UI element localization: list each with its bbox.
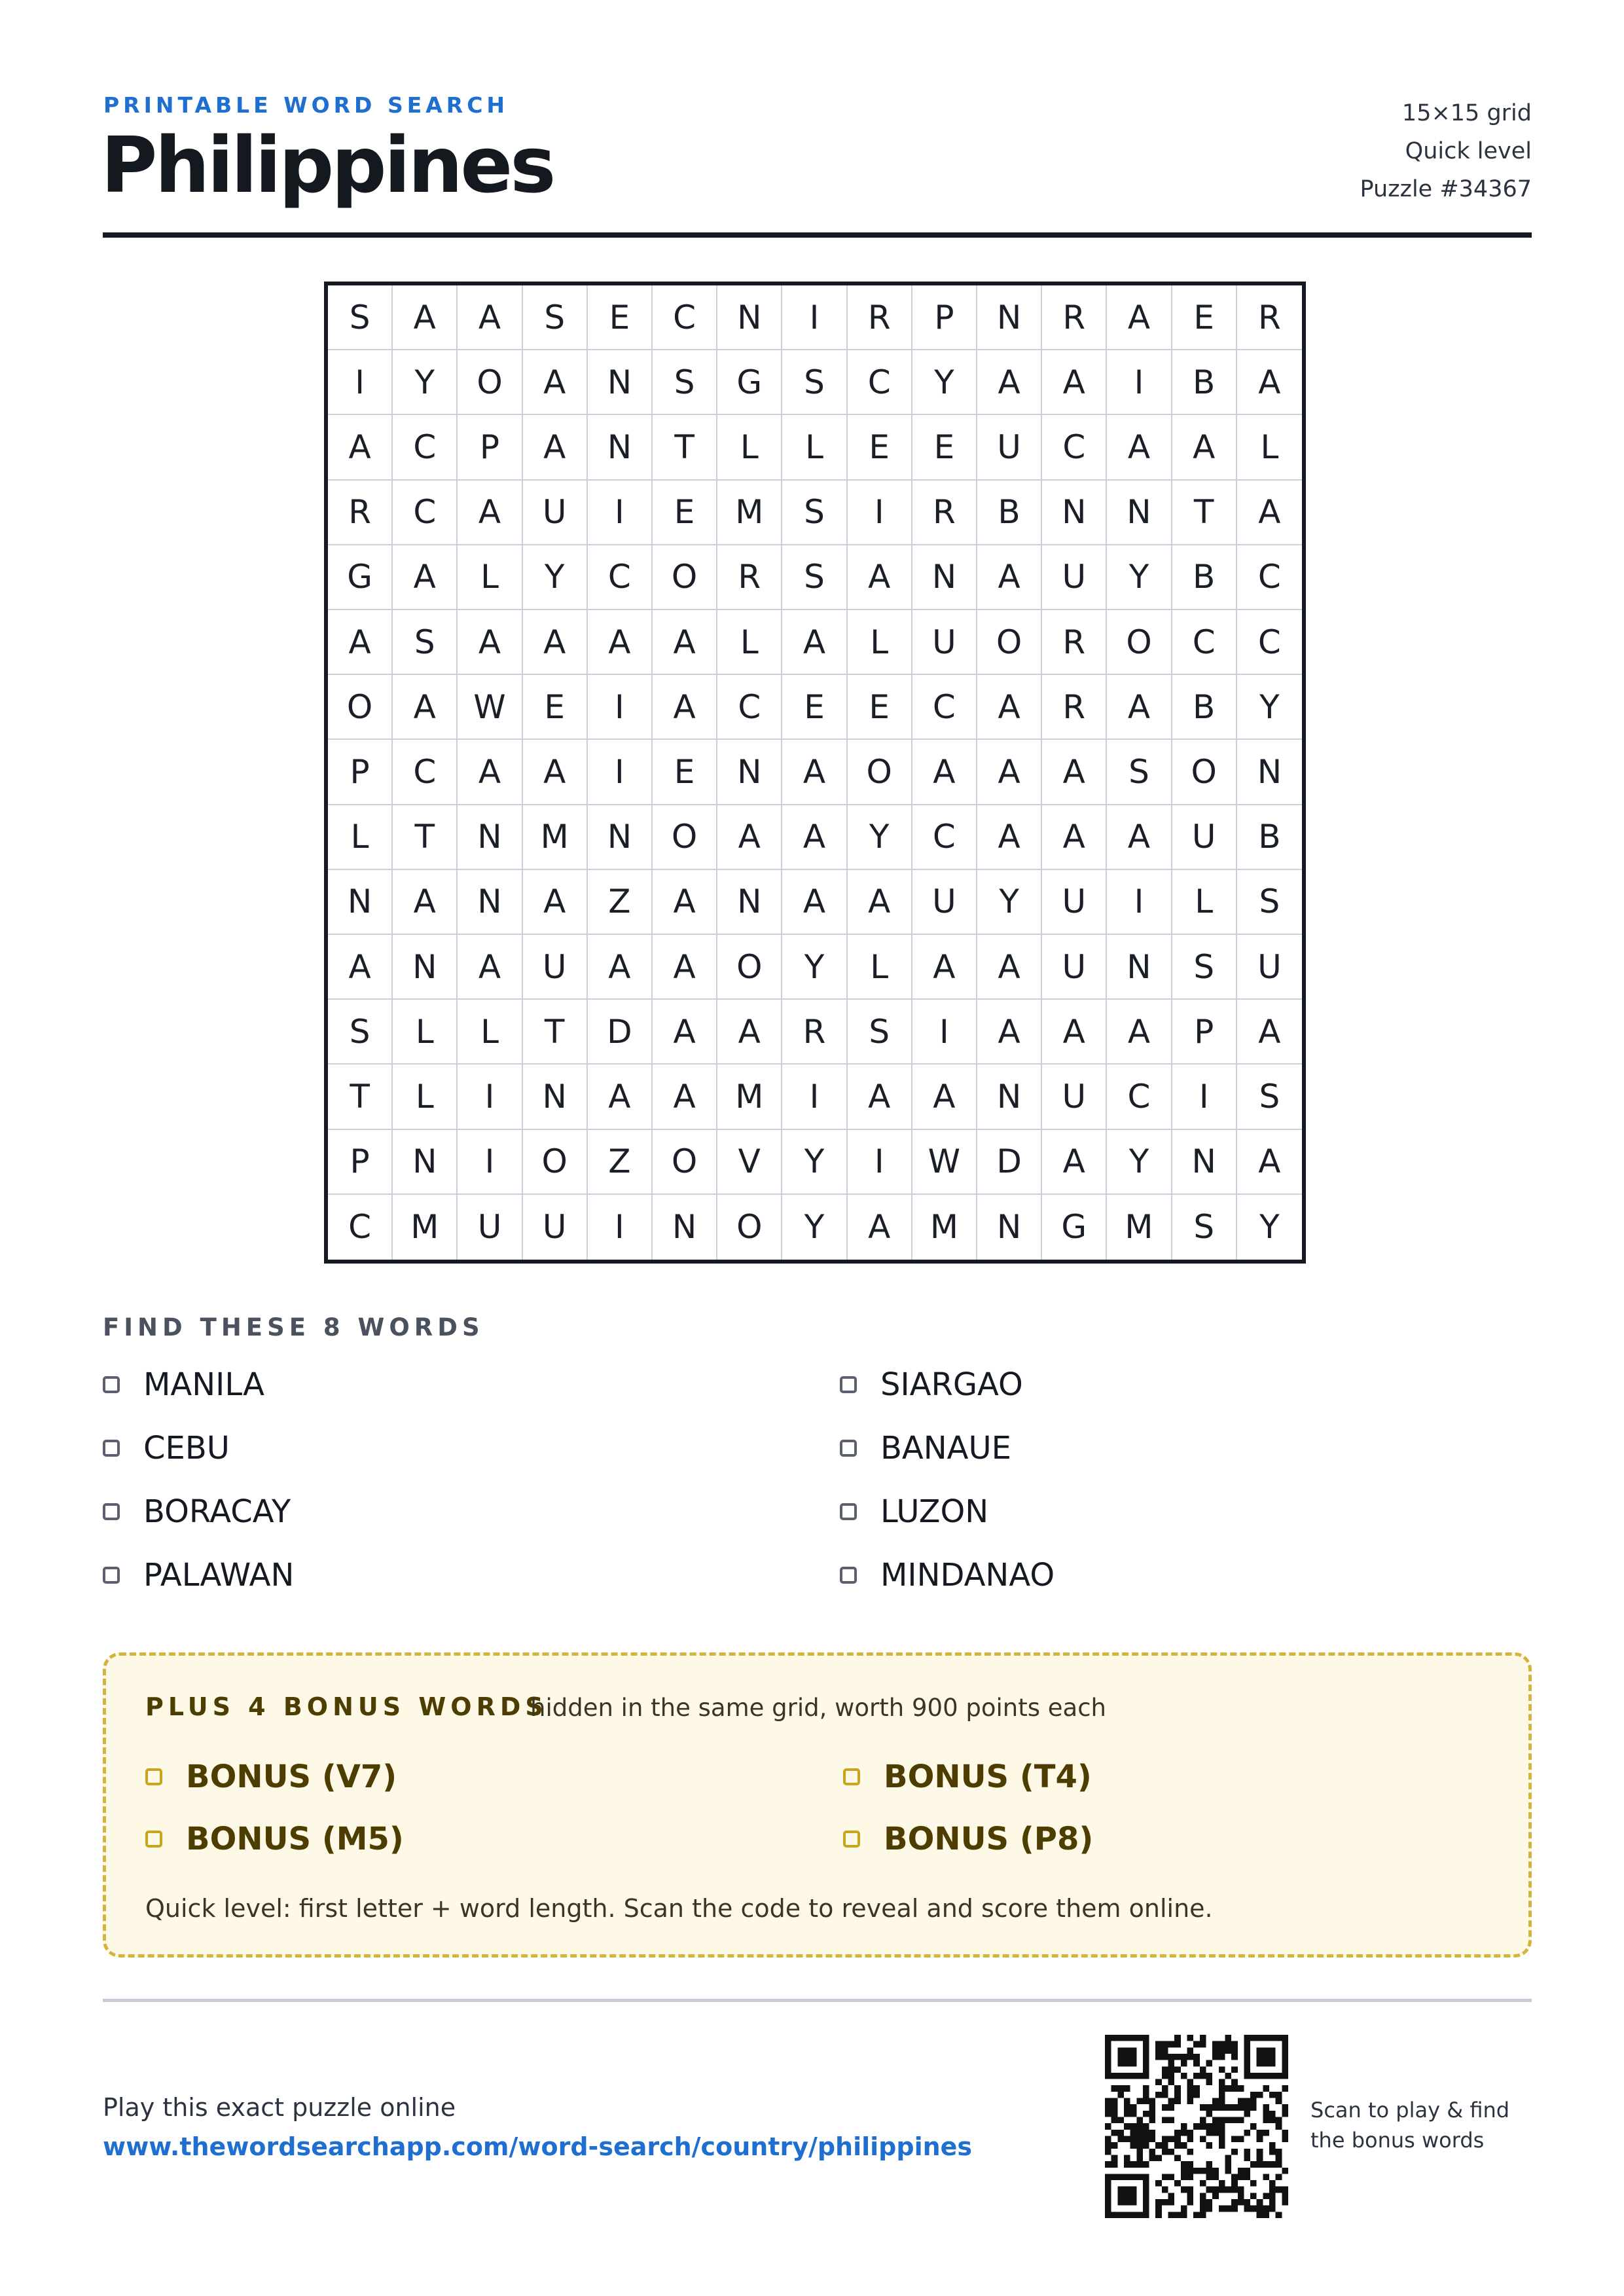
checkbox-icon[interactable] — [103, 1376, 120, 1393]
checkbox-icon[interactable] — [840, 1376, 857, 1393]
grid-cell[interactable]: E — [588, 285, 653, 350]
grid-cell[interactable]: V — [717, 1130, 782, 1195]
grid-cell[interactable]: A — [848, 1195, 912, 1260]
grid-cell[interactable]: U — [977, 415, 1042, 480]
grid-cell[interactable]: S — [523, 285, 588, 350]
grid-cell[interactable]: S — [782, 350, 847, 415]
header-divider — [103, 232, 1532, 238]
bonus-panel — [103, 1652, 1532, 1958]
grid-cell[interactable]: C — [912, 675, 977, 740]
grid-cell[interactable]: A — [977, 805, 1042, 870]
grid-cell[interactable]: C — [393, 481, 458, 545]
grid-cell[interactable]: A — [1042, 1130, 1107, 1195]
grid-cell[interactable]: A — [1042, 1000, 1107, 1065]
grid-cell[interactable]: L — [328, 805, 393, 870]
grid-cell[interactable]: Y — [1237, 675, 1302, 740]
grid-cell[interactable]: O — [1107, 610, 1172, 675]
word-label: CEBU — [143, 1430, 230, 1467]
qr-code-icon[interactable] — [1105, 2035, 1288, 2218]
grid-cell[interactable]: I — [458, 1130, 522, 1195]
grid-cell[interactable]: G — [328, 545, 393, 610]
grid-cell[interactable]: U — [1042, 935, 1107, 1000]
grid-cell[interactable]: A — [523, 350, 588, 415]
grid-cell[interactable]: O — [848, 740, 912, 805]
grid-cell[interactable]: A — [588, 1065, 653, 1129]
grid-cell[interactable]: U — [523, 1195, 588, 1260]
grid-cell[interactable]: T — [523, 1000, 588, 1065]
checkbox-icon[interactable] — [843, 1831, 860, 1848]
grid-cell[interactable]: M — [912, 1195, 977, 1260]
puzzle-number-label: Puzzle #34367 — [1360, 176, 1532, 202]
kicker-label: PRINTABLE WORD SEARCH — [103, 92, 509, 118]
bonus-heading: PLUS 4 BONUS WORDS — [145, 1692, 548, 1721]
grid-cell[interactable]: O — [653, 805, 717, 870]
checkbox-icon[interactable] — [103, 1567, 120, 1584]
grid-cell[interactable]: A — [1107, 675, 1172, 740]
grid-cell[interactable]: A — [1107, 285, 1172, 350]
checkbox-icon[interactable] — [843, 1768, 860, 1785]
grid-cell[interactable]: D — [977, 1130, 1042, 1195]
grid-cell[interactable]: P — [458, 415, 522, 480]
level-label: Quick level — [1405, 138, 1532, 164]
grid-cell[interactable]: S — [653, 350, 717, 415]
grid-cell[interactable]: L — [848, 610, 912, 675]
word-label: PALAWAN — [143, 1557, 295, 1594]
grid-cell[interactable]: A — [1042, 740, 1107, 805]
grid-cell[interactable]: U — [1042, 870, 1107, 935]
grid-cell[interactable]: A — [1107, 1000, 1172, 1065]
checkbox-icon[interactable] — [840, 1440, 857, 1457]
grid-cell[interactable]: N — [1237, 740, 1302, 805]
grid-cell[interactable]: U — [1237, 935, 1302, 1000]
grid-cell[interactable]: U — [912, 870, 977, 935]
bonus-note: Quick level: first letter + word length. Scan the code to reveal and score them online. — [145, 1894, 1213, 1923]
grid-cell[interactable]: S — [782, 545, 847, 610]
grid-cell[interactable]: P — [912, 285, 977, 350]
grid-cell[interactable]: A — [458, 740, 522, 805]
grid-cell[interactable]: I — [848, 481, 912, 545]
grid-size-label: 15×15 grid — [1401, 100, 1532, 126]
grid-cell[interactable]: A — [912, 935, 977, 1000]
grid-cell[interactable]: O — [523, 1130, 588, 1195]
grid-cell[interactable]: E — [1172, 285, 1237, 350]
grid-cell[interactable]: N — [523, 1065, 588, 1129]
grid-cell[interactable]: A — [1237, 1130, 1302, 1195]
grid-cell[interactable]: A — [848, 545, 912, 610]
grid-cell[interactable]: Y — [523, 545, 588, 610]
grid-cell[interactable]: I — [1107, 350, 1172, 415]
grid-cell[interactable]: L — [717, 610, 782, 675]
grid-cell[interactable]: A — [393, 545, 458, 610]
grid-cell[interactable]: R — [717, 545, 782, 610]
grid-cell[interactable]: S — [1107, 740, 1172, 805]
qr-caption — [1310, 2095, 1533, 2155]
grid-cell[interactable]: N — [977, 285, 1042, 350]
grid-cell[interactable]: E — [912, 415, 977, 480]
grid-cell[interactable]: I — [782, 285, 847, 350]
grid-cell[interactable]: E — [523, 675, 588, 740]
word-item-boracay[interactable] — [103, 1493, 291, 1530]
grid-cell[interactable]: A — [717, 1000, 782, 1065]
grid-cell[interactable]: Y — [848, 805, 912, 870]
grid-cell[interactable]: I — [328, 350, 393, 415]
grid-cell[interactable]: E — [782, 675, 847, 740]
grid-cell[interactable]: O — [328, 675, 393, 740]
grid-cell[interactable]: Y — [1107, 545, 1172, 610]
grid-cell[interactable]: N — [458, 805, 522, 870]
grid-cell[interactable]: I — [588, 740, 653, 805]
grid-cell[interactable]: B — [1172, 545, 1237, 610]
grid-cell[interactable]: E — [653, 740, 717, 805]
grid-cell[interactable]: A — [588, 610, 653, 675]
grid-cell[interactable]: S — [1237, 870, 1302, 935]
grid-cell[interactable]: R — [782, 1000, 847, 1065]
bonus-subtitle: hidden in the same grid, worth 900 points each — [530, 1694, 1106, 1722]
grid-cell[interactable]: R — [1042, 675, 1107, 740]
grid-cell[interactable]: I — [1172, 1065, 1237, 1129]
grid-cell[interactable]: E — [653, 481, 717, 545]
grid-cell[interactable]: S — [393, 610, 458, 675]
word-label: BORACAY — [143, 1493, 291, 1530]
grid-cell[interactable]: S — [848, 1000, 912, 1065]
bonus-item-p8[interactable] — [843, 1821, 1093, 1857]
puzzle-url-link[interactable]: www.thewordsearchapp.com/word-search/country/philippines — [103, 2132, 973, 2161]
grid-cell[interactable]: O — [653, 545, 717, 610]
grid-cell[interactable]: Y — [912, 350, 977, 415]
grid-cell[interactable]: I — [912, 1000, 977, 1065]
grid-cell[interactable]: A — [458, 285, 522, 350]
word-item-siargao[interactable] — [840, 1366, 1023, 1403]
grid-cell[interactable]: R — [1042, 610, 1107, 675]
bonus-item-v7[interactable] — [145, 1758, 397, 1795]
grid-cell[interactable]: N — [717, 870, 782, 935]
word-item-manila[interactable] — [103, 1366, 264, 1403]
grid-cell[interactable]: C — [1172, 610, 1237, 675]
grid-cell[interactable]: L — [458, 545, 522, 610]
grid-cell[interactable]: Y — [782, 1195, 847, 1260]
word-item-mindanao[interactable] — [840, 1557, 1055, 1594]
grid-cell[interactable]: P — [328, 740, 393, 805]
grid-cell[interactable]: U — [523, 935, 588, 1000]
grid-cell[interactable]: N — [328, 870, 393, 935]
word-label: BANAUE — [880, 1430, 1011, 1467]
grid-cell[interactable]: T — [653, 415, 717, 480]
footer-divider — [103, 1999, 1532, 2002]
grid-cell[interactable]: N — [458, 870, 522, 935]
grid-cell[interactable]: R — [1042, 285, 1107, 350]
grid-cell[interactable]: C — [848, 350, 912, 415]
grid-cell[interactable]: I — [782, 1065, 847, 1129]
grid-cell[interactable]: Y — [977, 870, 1042, 935]
grid-cell[interactable]: U — [1042, 1065, 1107, 1129]
grid-cell[interactable]: A — [523, 870, 588, 935]
grid-cell[interactable]: A — [653, 870, 717, 935]
grid-cell[interactable]: A — [782, 740, 847, 805]
grid-cell[interactable]: A — [1042, 350, 1107, 415]
grid-cell[interactable]: A — [977, 740, 1042, 805]
grid-cell[interactable]: O — [717, 1195, 782, 1260]
grid-cell[interactable]: A — [523, 740, 588, 805]
grid-cell[interactable]: D — [588, 1000, 653, 1065]
grid-cell[interactable]: N — [717, 285, 782, 350]
grid-cell[interactable]: R — [912, 481, 977, 545]
grid-cell[interactable]: A — [977, 1000, 1042, 1065]
grid-cell[interactable]: Y — [782, 1130, 847, 1195]
grid-cell[interactable]: A — [717, 805, 782, 870]
grid-cell[interactable]: T — [328, 1065, 393, 1129]
grid-cell[interactable]: N — [1172, 1130, 1237, 1195]
grid-cell[interactable]: A — [458, 481, 522, 545]
grid-cell[interactable]: A — [1042, 805, 1107, 870]
grid-cell[interactable]: L — [717, 415, 782, 480]
grid-cell[interactable]: Z — [588, 1130, 653, 1195]
grid-cell[interactable]: A — [782, 610, 847, 675]
word-label: MINDANAO — [880, 1557, 1055, 1594]
grid-cell[interactable]: A — [458, 935, 522, 1000]
grid-cell[interactable]: A — [1172, 415, 1237, 480]
grid-cell[interactable]: U — [1172, 805, 1237, 870]
grid-cell[interactable]: U — [458, 1195, 522, 1260]
grid-cell[interactable]: N — [1107, 935, 1172, 1000]
grid-cell[interactable]: N — [1107, 481, 1172, 545]
grid-cell[interactable]: P — [328, 1130, 393, 1195]
bonus-item-m5[interactable] — [145, 1821, 404, 1857]
bonus-label: BONUS (P8) — [884, 1821, 1094, 1857]
qr-caption-line-2: the bonus words — [1310, 2128, 1485, 2153]
grid-cell[interactable]: Z — [588, 870, 653, 935]
grid-cell[interactable]: T — [1172, 481, 1237, 545]
grid-cell[interactable]: A — [458, 610, 522, 675]
bonus-label: BONUS (T4) — [884, 1758, 1092, 1795]
grid-cell[interactable]: C — [328, 1195, 393, 1260]
grid-cell[interactable]: A — [523, 610, 588, 675]
grid-cell[interactable]: S — [328, 1000, 393, 1065]
grid-cell[interactable]: A — [393, 870, 458, 935]
grid-cell[interactable]: I — [848, 1130, 912, 1195]
word-label: SIARGAO — [880, 1366, 1023, 1403]
play-online-text: Play this exact puzzle online — [103, 2093, 456, 2122]
grid-cell[interactable]: R — [1237, 285, 1302, 350]
grid-cell[interactable]: O — [977, 610, 1042, 675]
grid-cell[interactable]: L — [1237, 415, 1302, 480]
grid-cell[interactable]: S — [1237, 1065, 1302, 1129]
grid-cell[interactable]: W — [458, 675, 522, 740]
grid-cell[interactable]: N — [588, 415, 653, 480]
grid-cell[interactable]: N — [393, 935, 458, 1000]
grid-cell[interactable]: C — [1237, 610, 1302, 675]
grid-cell[interactable]: C — [717, 675, 782, 740]
grid-cell[interactable]: L — [782, 415, 847, 480]
grid-cell[interactable]: N — [588, 805, 653, 870]
grid-cell[interactable]: B — [977, 481, 1042, 545]
grid-cell[interactable]: M — [717, 481, 782, 545]
grid-cell[interactable]: L — [1172, 870, 1237, 935]
grid-cell[interactable]: A — [328, 610, 393, 675]
grid-cell[interactable]: M — [1107, 1195, 1172, 1260]
grid-cell[interactable]: A — [1237, 481, 1302, 545]
grid-cell[interactable]: L — [458, 1000, 522, 1065]
grid-cell[interactable]: Y — [1107, 1130, 1172, 1195]
grid-cell[interactable]: A — [848, 870, 912, 935]
grid-cell[interactable]: P — [1172, 1000, 1237, 1065]
word-item-banaue[interactable] — [840, 1430, 1011, 1467]
word-item-palawan[interactable] — [103, 1557, 294, 1594]
letter-grid[interactable] — [324, 282, 1306, 1264]
word-label: MANILA — [143, 1366, 264, 1403]
grid-cell[interactable]: A — [912, 1065, 977, 1129]
grid-cell[interactable]: S — [1172, 1195, 1237, 1260]
grid-cell[interactable]: N — [588, 350, 653, 415]
grid-cell[interactable]: I — [588, 1195, 653, 1260]
grid-cell[interactable]: N — [977, 1065, 1042, 1129]
grid-cell[interactable]: A — [977, 675, 1042, 740]
grid-cell[interactable]: N — [717, 740, 782, 805]
grid-cell[interactable]: C — [1042, 415, 1107, 480]
word-item-luzon[interactable] — [840, 1493, 988, 1530]
grid-cell[interactable]: L — [848, 935, 912, 1000]
grid-cell[interactable]: G — [717, 350, 782, 415]
grid-cell[interactable]: A — [653, 935, 717, 1000]
grid-cell[interactable]: A — [977, 935, 1042, 1000]
grid-cell[interactable]: A — [393, 675, 458, 740]
grid-cell[interactable]: I — [588, 481, 653, 545]
checkbox-icon[interactable] — [840, 1567, 857, 1584]
grid-cell[interactable]: C — [393, 415, 458, 480]
grid-cell[interactable]: A — [912, 740, 977, 805]
grid-cell[interactable]: A — [588, 935, 653, 1000]
grid-cell[interactable]: S — [782, 481, 847, 545]
grid-cell[interactable]: C — [588, 545, 653, 610]
grid-cell[interactable]: U — [1042, 545, 1107, 610]
grid-cell[interactable]: M — [523, 805, 588, 870]
grid-cell[interactable]: C — [912, 805, 977, 870]
puzzle-meta — [1360, 94, 1532, 208]
grid-cell[interactable]: C — [1107, 1065, 1172, 1129]
word-label: LUZON — [880, 1493, 989, 1530]
grid-cell[interactable]: A — [1107, 415, 1172, 480]
grid-cell[interactable]: E — [848, 415, 912, 480]
bonus-label: BONUS (V7) — [186, 1758, 397, 1795]
grid-cell[interactable]: A — [977, 350, 1042, 415]
grid-cell[interactable]: I — [1107, 870, 1172, 935]
grid-cell[interactable]: Y — [393, 350, 458, 415]
grid-cell[interactable]: M — [717, 1065, 782, 1129]
grid-cell[interactable]: A — [328, 415, 393, 480]
grid-cell[interactable]: L — [393, 1000, 458, 1065]
grid-cell[interactable]: L — [393, 1065, 458, 1129]
checkbox-icon[interactable] — [145, 1831, 162, 1848]
word-list-heading: FIND THESE 8 WORDS — [103, 1313, 484, 1341]
grid-cell[interactable]: G — [1042, 1195, 1107, 1260]
grid-cell[interactable]: C — [1237, 545, 1302, 610]
grid-cell[interactable]: A — [848, 1065, 912, 1129]
grid-cell[interactable]: A — [1237, 350, 1302, 415]
grid-cell[interactable]: A — [328, 935, 393, 1000]
grid-cell[interactable]: Y — [782, 935, 847, 1000]
checkbox-icon[interactable] — [103, 1503, 120, 1520]
grid-cell[interactable]: W — [912, 1130, 977, 1195]
grid-cell[interactable]: A — [653, 1000, 717, 1065]
grid-cell[interactable]: A — [393, 285, 458, 350]
grid-cell[interactable]: S — [1172, 935, 1237, 1000]
grid-cell[interactable]: C — [653, 285, 717, 350]
grid-cell[interactable]: O — [717, 935, 782, 1000]
grid-cell[interactable]: N — [912, 545, 977, 610]
grid-cell[interactable]: B — [1172, 350, 1237, 415]
page-title: Philippines — [101, 120, 554, 210]
grid-cell[interactable]: N — [1042, 481, 1107, 545]
grid-cell[interactable]: A — [523, 415, 588, 480]
grid-cell[interactable]: A — [653, 1065, 717, 1129]
grid-cell[interactable]: M — [393, 1195, 458, 1260]
grid-cell[interactable]: S — [328, 285, 393, 350]
grid-cell[interactable]: A — [1237, 1000, 1302, 1065]
grid-cell[interactable]: N — [653, 1195, 717, 1260]
bonus-item-t4[interactable] — [843, 1758, 1092, 1795]
grid-cell[interactable]: O — [458, 350, 522, 415]
grid-cell[interactable]: N — [393, 1130, 458, 1195]
grid-cell[interactable]: I — [458, 1065, 522, 1129]
word-item-cebu[interactable] — [103, 1430, 230, 1467]
grid-cell[interactable]: U — [523, 481, 588, 545]
grid-cell[interactable]: B — [1172, 675, 1237, 740]
grid-cell[interactable]: A — [782, 805, 847, 870]
grid-cell[interactable]: E — [848, 675, 912, 740]
grid-cell[interactable]: C — [393, 740, 458, 805]
checkbox-icon[interactable] — [103, 1440, 120, 1457]
grid-cell[interactable]: A — [1107, 805, 1172, 870]
grid-cell[interactable]: A — [653, 610, 717, 675]
qr-caption-line-1: Scan to play & find — [1310, 2098, 1510, 2123]
grid-cell[interactable]: A — [653, 675, 717, 740]
grid-cell[interactable]: U — [912, 610, 977, 675]
bonus-label: BONUS (M5) — [186, 1821, 404, 1857]
checkbox-icon[interactable] — [840, 1503, 857, 1520]
grid-cell[interactable]: A — [782, 870, 847, 935]
grid-cell[interactable]: I — [588, 675, 653, 740]
grid-cell[interactable]: Y — [1259, 1208, 1280, 1247]
grid-cell[interactable]: O — [653, 1130, 717, 1195]
grid-cell[interactable]: T — [393, 805, 458, 870]
grid-cell[interactable]: R — [848, 285, 912, 350]
grid-cell[interactable]: O — [1172, 740, 1237, 805]
grid-cell[interactable]: N — [977, 1195, 1042, 1260]
grid-cell[interactable]: B — [1237, 805, 1302, 870]
checkbox-icon[interactable] — [145, 1768, 162, 1785]
grid-cell[interactable]: A — [977, 545, 1042, 610]
grid-cell[interactable]: R — [328, 481, 393, 545]
